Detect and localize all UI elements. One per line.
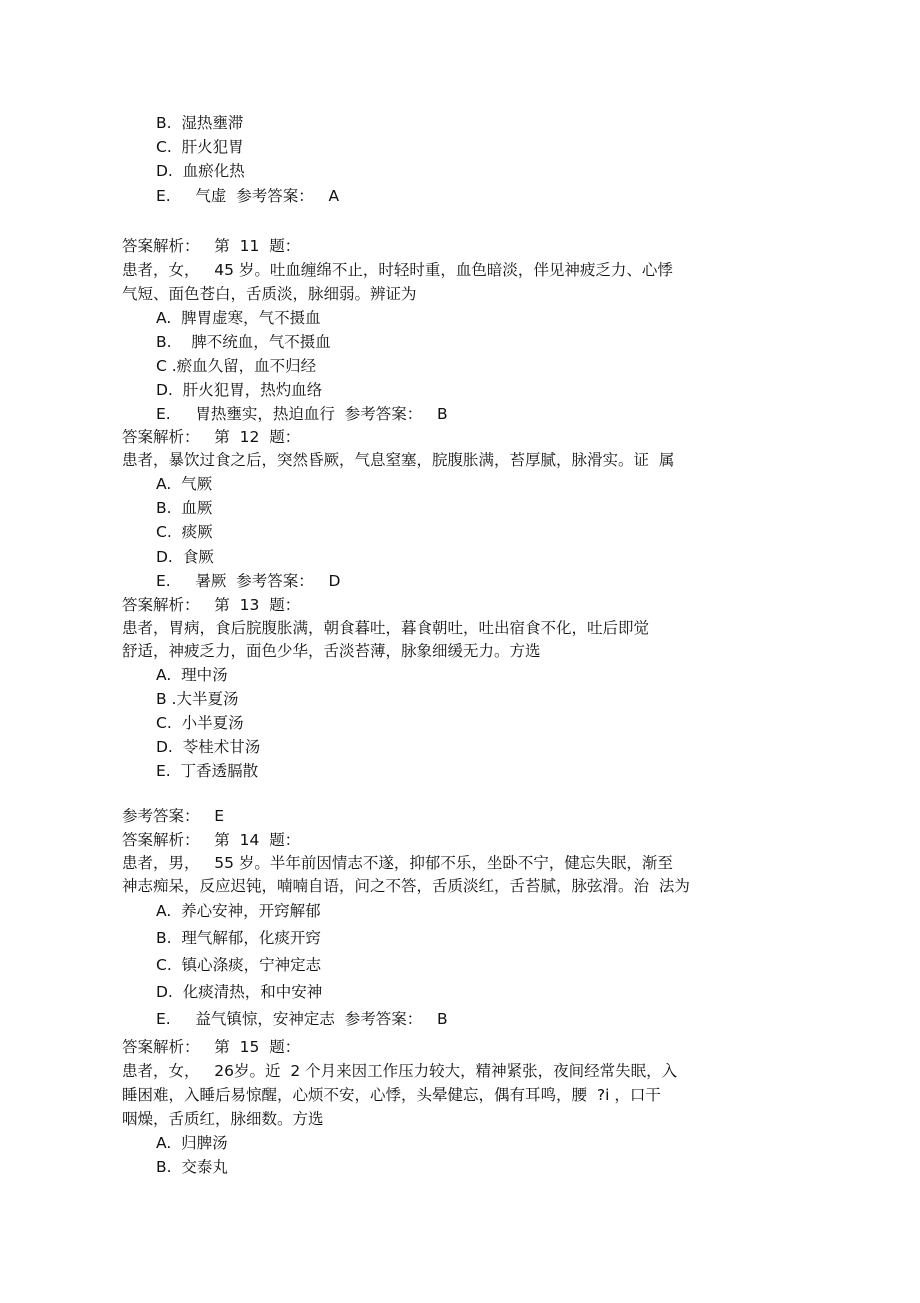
analysis-heading: 答案解析： 第 14 题： xyxy=(122,831,301,849)
option-answer-line: E. 气虚 参考答案： A xyxy=(156,187,340,205)
option-line: C. 痰厥 xyxy=(156,523,213,541)
question-text: 咽燥，舌质红，脉细数。方选 xyxy=(122,1110,324,1128)
option-line: B. 血厥 xyxy=(156,499,213,517)
question-text: 患者，女， 26岁。近 2 个月来因工作压力较大，精神紧张，夜间经常失眠，入 xyxy=(122,1062,678,1080)
question-text: 患者，女， 45 岁。吐血缠绵不止，时轻时重，血色暗淡，伴见神疲乏力、心悸 xyxy=(122,261,673,279)
option-line: D. 血瘀化热 xyxy=(156,162,245,180)
question-text: 气短、面色苍白，舌质淡，脉细弱。辨证为 xyxy=(122,285,417,303)
option-answer-line: E. 暑厥 参考答案： D xyxy=(156,572,341,590)
option-line: B. 交泰丸 xyxy=(156,1158,228,1176)
option-line: B .大半夏汤 xyxy=(156,690,239,708)
option-answer-line: E. 胃热壅实，热迫血行 参考答案： B xyxy=(156,405,448,423)
option-line: A. 理中汤 xyxy=(156,666,228,684)
option-line: B. 湿热壅滞 xyxy=(156,114,244,132)
option-line: A. 归脾汤 xyxy=(156,1134,228,1152)
option-line: A. 气厥 xyxy=(156,475,213,493)
analysis-heading: 答案解析： 第 15 题： xyxy=(122,1038,301,1056)
option-line: A. 养心安神，开窍解郁 xyxy=(156,902,321,920)
analysis-heading: 答案解析： 第 11 题： xyxy=(122,237,301,255)
option-line: B. 脾不统血，气不摄血 xyxy=(156,333,331,351)
option-line: D. 化痰清热，和中安神 xyxy=(156,983,323,1001)
option-line: E. 丁香透膈散 xyxy=(156,762,259,780)
option-line: D. 苓桂术甘汤 xyxy=(156,738,261,756)
option-line: C. 肝火犯胃 xyxy=(156,138,244,156)
question-text: 神志痴呆，反应迟钝，喃喃自语，问之不答，舌质淡红，舌苔腻，脉弦滑。治 法为 xyxy=(122,877,690,895)
option-line: C. 镇心涤痰，宁神定志 xyxy=(156,956,322,974)
option-line: B. 理气解郁，化痰开窍 xyxy=(156,929,321,947)
question-text: 患者，暴饮过食之后，突然昏厥，气息窒塞，脘腹胀满，苔厚腻，脉滑实。证 属 xyxy=(122,451,675,469)
question-text: 睡困难，入睡后易惊醒，心烦不安，心悸，头晕健忘，偶有耳鸣，腰 ?i ，口干 xyxy=(122,1086,661,1104)
question-text: 舒适，神疲乏力，面色少华，舌淡苔薄，脉象细缓无力。方选 xyxy=(122,642,541,660)
analysis-heading: 答案解析： 第 12 题： xyxy=(122,428,301,446)
question-text: 患者，胃病，食后脘腹胀满，朝食暮吐，暮食朝吐，吐出宿食不化，吐后即觉 xyxy=(122,619,650,637)
option-line: D. 肝火犯胃，热灼血络 xyxy=(156,381,323,399)
option-line: C. 小半夏汤 xyxy=(156,714,244,732)
option-line: C .瘀血久留，血不归经 xyxy=(156,357,317,375)
analysis-heading: 答案解析： 第 13 题： xyxy=(122,596,301,614)
answer-line: 参考答案： E xyxy=(122,807,225,825)
option-line: A. 脾胃虚寒，气不摄血 xyxy=(156,309,321,327)
question-text: 患者，男， 55 岁。半年前因情志不遂，抑郁不乐，坐卧不宁，健忘失眠，渐至 xyxy=(122,854,673,872)
option-answer-line: E. 益气镇惊，安神定志 参考答案： B xyxy=(156,1010,448,1028)
option-line: D. 食厥 xyxy=(156,548,214,566)
